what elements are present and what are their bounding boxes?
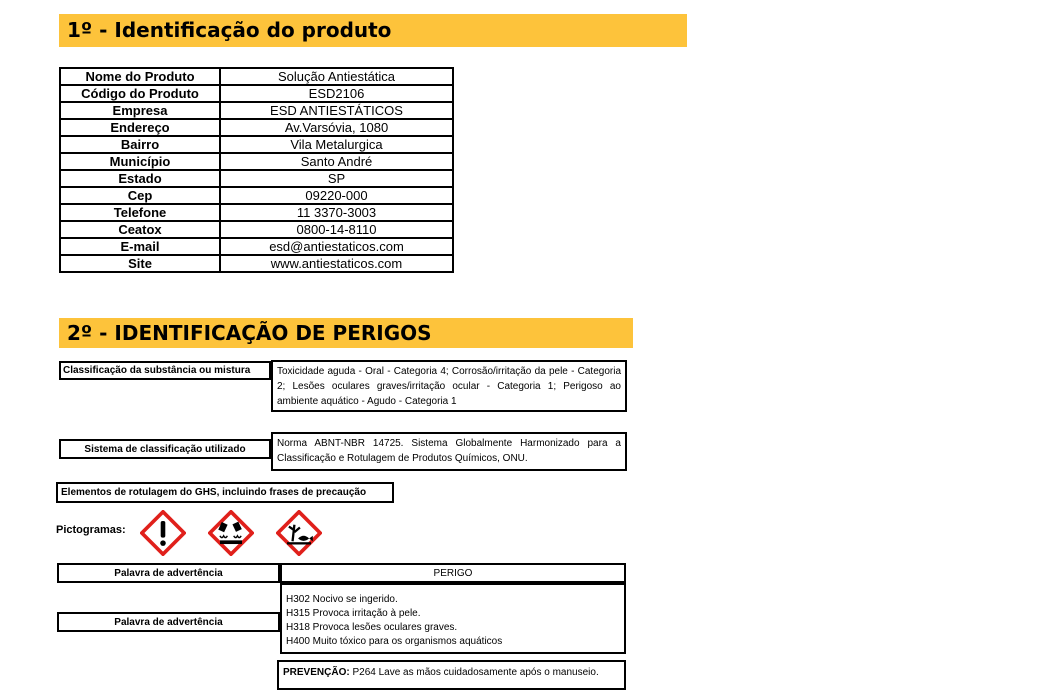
signal-word-value: PERIGO: [280, 563, 626, 583]
corrosion-icon: [208, 510, 254, 556]
list-item: H400 Muito tóxico para os organismos aquáticos: [286, 636, 503, 647]
table-row: [60, 204, 453, 221]
row-label: Município: [60, 153, 220, 170]
pictograms-label: Pictogramas:: [56, 524, 126, 536]
row-label: Site: [60, 255, 220, 272]
signal-word-label: Palavra de advertência: [57, 563, 280, 583]
table-row: [60, 221, 453, 238]
row-label: Nome do Produto: [60, 68, 220, 85]
list-item: H302 Nocivo se ingerido.: [286, 594, 398, 605]
table-row: [60, 153, 453, 170]
row-label: Ceatox: [60, 221, 220, 238]
row-value: Santo André: [220, 153, 453, 170]
environment-icon: [276, 510, 322, 556]
table-row: [60, 255, 453, 272]
row-value: ESD ANTIESTÁTICOS: [220, 102, 453, 119]
classification-system-value: Norma ABNT-NBR 14725. Sistema Globalmente Harmonizado para a Classificação e Rotulagem de Produtos Químicos, ONU.: [271, 432, 627, 471]
row-value: 0800-14-8110: [220, 221, 453, 238]
row-label: Cep: [60, 187, 220, 204]
prevention-heading: PREVENÇÃO:: [283, 667, 350, 678]
section-2-title: 2º - IDENTIFICAÇÃO DE PERIGOS: [59, 318, 633, 348]
row-label: Código do Produto: [60, 85, 220, 102]
row-value: Solução Antiestática: [220, 68, 453, 85]
row-value: Vila Metalurgica: [220, 136, 453, 153]
table-row: [60, 136, 453, 153]
classification-system-label: Sistema de classificação utilizado: [59, 439, 271, 459]
hazard-statements-label: Palavra de advertência: [57, 612, 280, 632]
row-label: Empresa: [60, 102, 220, 119]
hazard-statements-list: [280, 583, 626, 654]
product-identification-table: [59, 67, 454, 273]
table-row: [60, 170, 453, 187]
table-row: [60, 68, 453, 85]
row-label: Telefone: [60, 204, 220, 221]
row-value: Av.Varsóvia, 1080: [220, 119, 453, 136]
row-value: SP: [220, 170, 453, 187]
row-label: Bairro: [60, 136, 220, 153]
table-row: [60, 102, 453, 119]
classification-value: Toxicidade aguda - Oral - Categoria 4; Corrosão/irritação da pele - Categoria 2; Lesões oculares graves/irritação ocular - Categoria 1; Perigoso ao ambiente aquático - Agudo - Categoria 1: [271, 360, 627, 412]
row-value: www.antiestaticos.com: [220, 255, 453, 272]
classification-label: Classificação da substância ou mistura: [59, 361, 271, 380]
row-value: 09220-000: [220, 187, 453, 204]
prevention-text: P264 Lave as mãos cuidadosamente após o manuseio.: [349, 667, 599, 678]
row-value: esd@antiestaticos.com: [220, 238, 453, 255]
row-value: ESD2106: [220, 85, 453, 102]
row-label: Endereço: [60, 119, 220, 136]
table-row: [60, 238, 453, 255]
section-1-title: 1º - Identificação do produto: [59, 14, 687, 47]
prevention-box: [277, 660, 626, 690]
row-label: E-mail: [60, 238, 220, 255]
list-item: H318 Provoca lesões oculares graves.: [286, 622, 458, 633]
list-item: H315 Provoca irritação à pele.: [286, 608, 421, 619]
table-row: [60, 119, 453, 136]
ghs-elements-label: Elementos de rotulagem do GHS, incluindo frases de precaução: [56, 482, 394, 503]
row-value: 11 3370-3003: [220, 204, 453, 221]
row-label: Estado: [60, 170, 220, 187]
table-row: [60, 187, 453, 204]
exclamation-icon: [140, 510, 186, 556]
table-row: [60, 85, 453, 102]
